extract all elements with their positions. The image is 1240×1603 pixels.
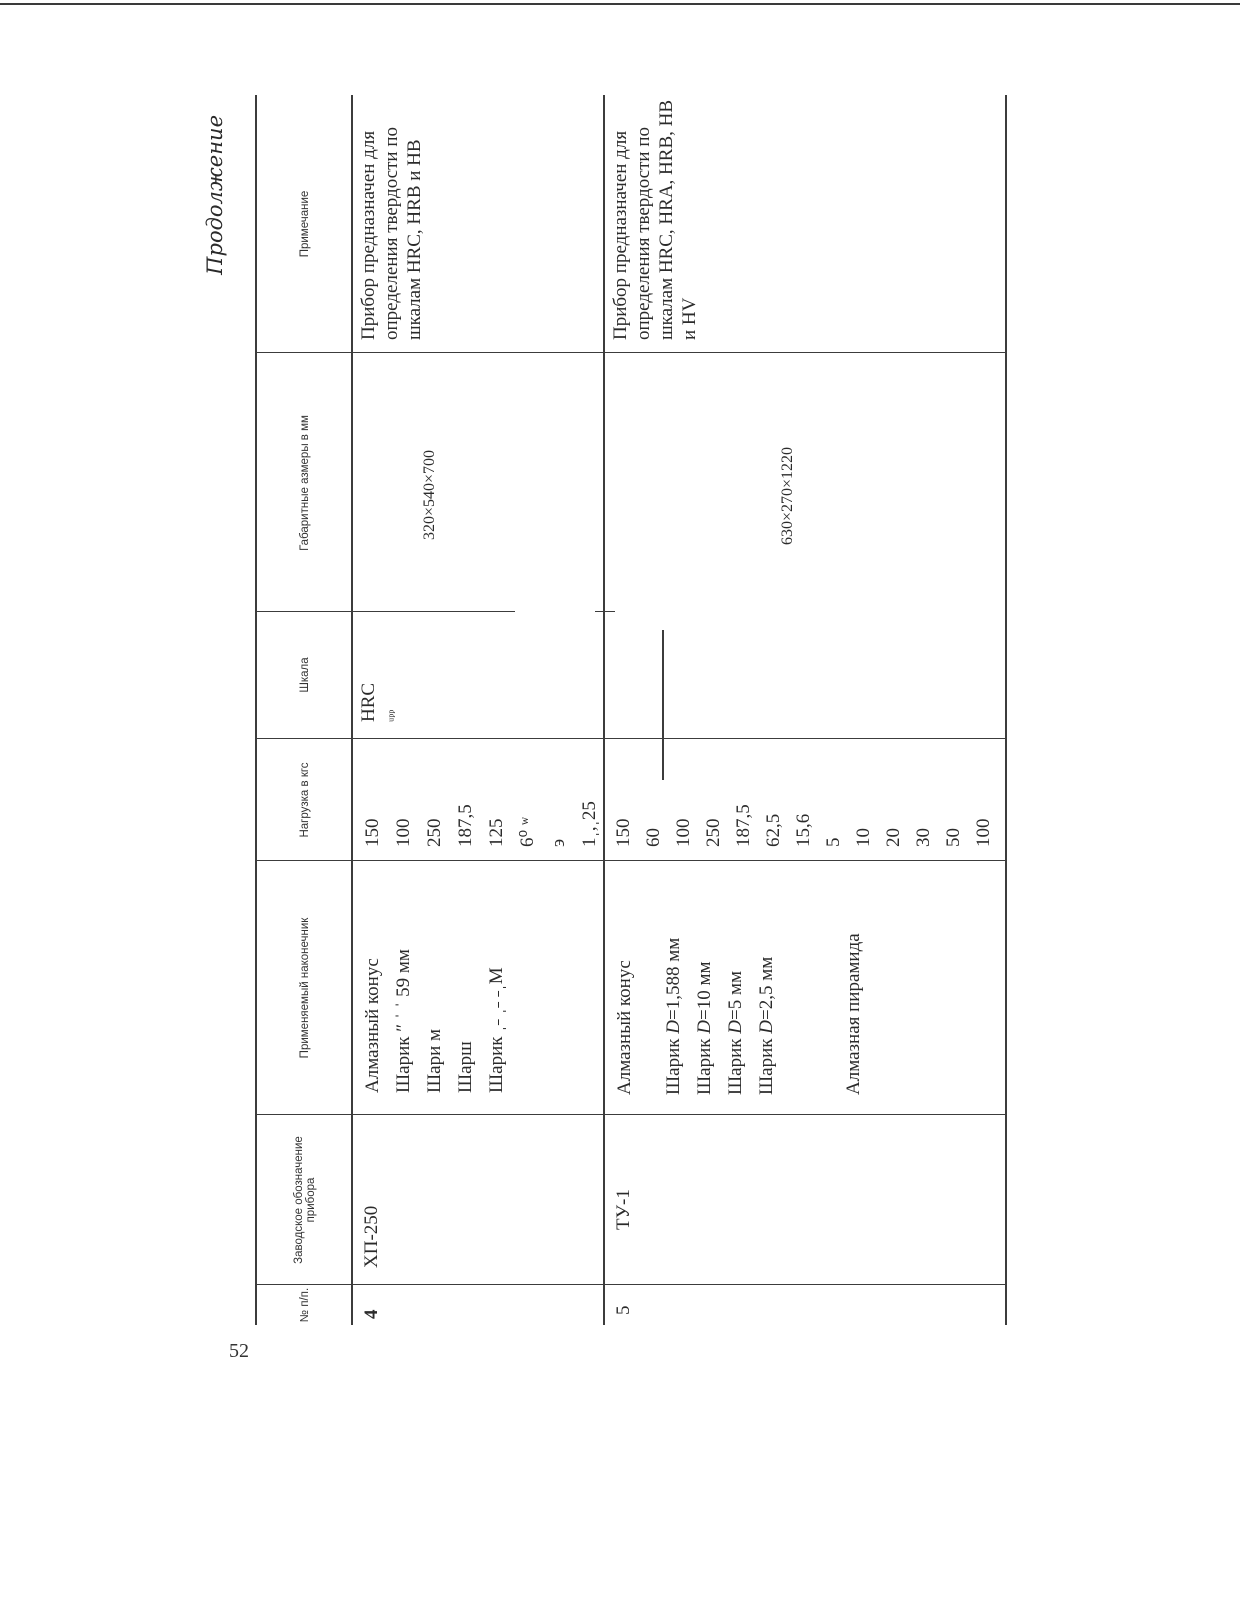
load-value: 20 [883, 828, 904, 847]
load-value: 125 [486, 818, 507, 847]
tip-line [782, 933, 838, 1095]
load-value: 10 [853, 828, 874, 847]
table-bottom-rule [1005, 95, 1007, 1325]
row-5-num: 5 [613, 1305, 634, 1315]
tip-line: Алмазный конус [614, 960, 635, 1095]
load-value: 50 [943, 828, 964, 847]
load-value: 30 [913, 828, 934, 847]
load-value: 62,5 [763, 813, 784, 847]
tip-line [640, 933, 658, 1095]
tip-line: Шарик D=5 мм [725, 971, 746, 1095]
table-top-rule [255, 95, 257, 1325]
header-note: Примечание [299, 190, 311, 258]
row-5-dimensions: 630×270×1220 [779, 446, 796, 545]
column-divider [255, 611, 515, 612]
header-num: № п/п. [299, 1287, 311, 1323]
page-number: 52 [229, 1340, 249, 1362]
load-value: 250 [424, 818, 445, 847]
header-device-code: Заводское обозначение прибора [293, 1136, 317, 1264]
load-value: 5 [823, 837, 844, 847]
load-value: э [548, 838, 569, 847]
row-4-note: Прибор предназначен для определения твердости по шкалам HRC, HRB и HB [358, 127, 425, 340]
continuation-label: Продолжение [203, 115, 227, 275]
row-4-device-code: ХП-250 [361, 1205, 382, 1268]
header-load: Нагрузка в кгс [299, 762, 311, 838]
top-border-line [0, 3, 1240, 5]
row-5-tips [609, 933, 869, 1095]
load-value: 100 [673, 818, 694, 847]
row-4-loads [357, 801, 605, 847]
load-value: 60 [643, 828, 664, 847]
row-4-num: 4 [361, 1309, 382, 1319]
load-value: 100 [393, 818, 414, 847]
row-5-device-code: ТУ-1 [613, 1189, 634, 1230]
load-value: 15,6 [793, 813, 814, 847]
tip-line: Шари м [424, 1028, 445, 1093]
rotated-table-page [203, 95, 1015, 1325]
row-4-scale [357, 683, 405, 722]
tip-line: Шарик D=2,5 мм [756, 956, 777, 1095]
row-5-note: Прибор предназначен для определения твердости по шкалам HRC, HRA, HRB, HB и HV [610, 99, 700, 340]
load-value: 1ˌ,ˌ25 [579, 801, 600, 847]
column-divider [255, 352, 1007, 353]
scale-column-mark [662, 630, 664, 780]
column-divider [255, 738, 1007, 739]
column-divider [255, 1284, 1007, 1285]
header-bottom-rule [351, 95, 353, 1325]
column-divider [255, 1114, 1007, 1115]
tip-line: Шарш [455, 1041, 476, 1093]
tip-line-last: Алмазная пирамида [843, 933, 864, 1095]
scale-value: HRC [358, 682, 379, 722]
header-dimensions: Габаритные азмеры в мм [299, 415, 311, 551]
load-value: 100 [973, 818, 994, 847]
tip-line: Шарик ˌ˗ ˌ˗ ˗ˌM [486, 967, 507, 1093]
scale-value: ᵘᵖᵖ [385, 709, 400, 722]
row-4-dimensions: 320×540×700 [421, 449, 438, 540]
tip-line: Шарик D=10 мм [694, 961, 715, 1095]
load-value: 6⁰ ʷ [517, 816, 538, 847]
load-value: 150 [362, 818, 383, 847]
row-divider-rule [603, 95, 605, 1325]
load-value: 150 [613, 818, 634, 847]
header-tip: Применяемый наконечник [299, 917, 311, 1059]
load-value: 187,5 [733, 804, 754, 847]
header-scale: Шкала [299, 657, 311, 693]
row-4-tips [357, 949, 512, 1093]
column-divider [255, 860, 1007, 861]
tip-line: Шарик ″ ˈ ˈ 59 мм [393, 949, 414, 1093]
load-value: 187,5 [455, 804, 476, 847]
tip-line: Алмазный конус [362, 958, 383, 1093]
load-value: 250 [703, 818, 724, 847]
column-divider [595, 611, 615, 612]
row-5-loads [609, 804, 999, 847]
tip-line: Шарик D=1,588 мм [663, 937, 684, 1095]
